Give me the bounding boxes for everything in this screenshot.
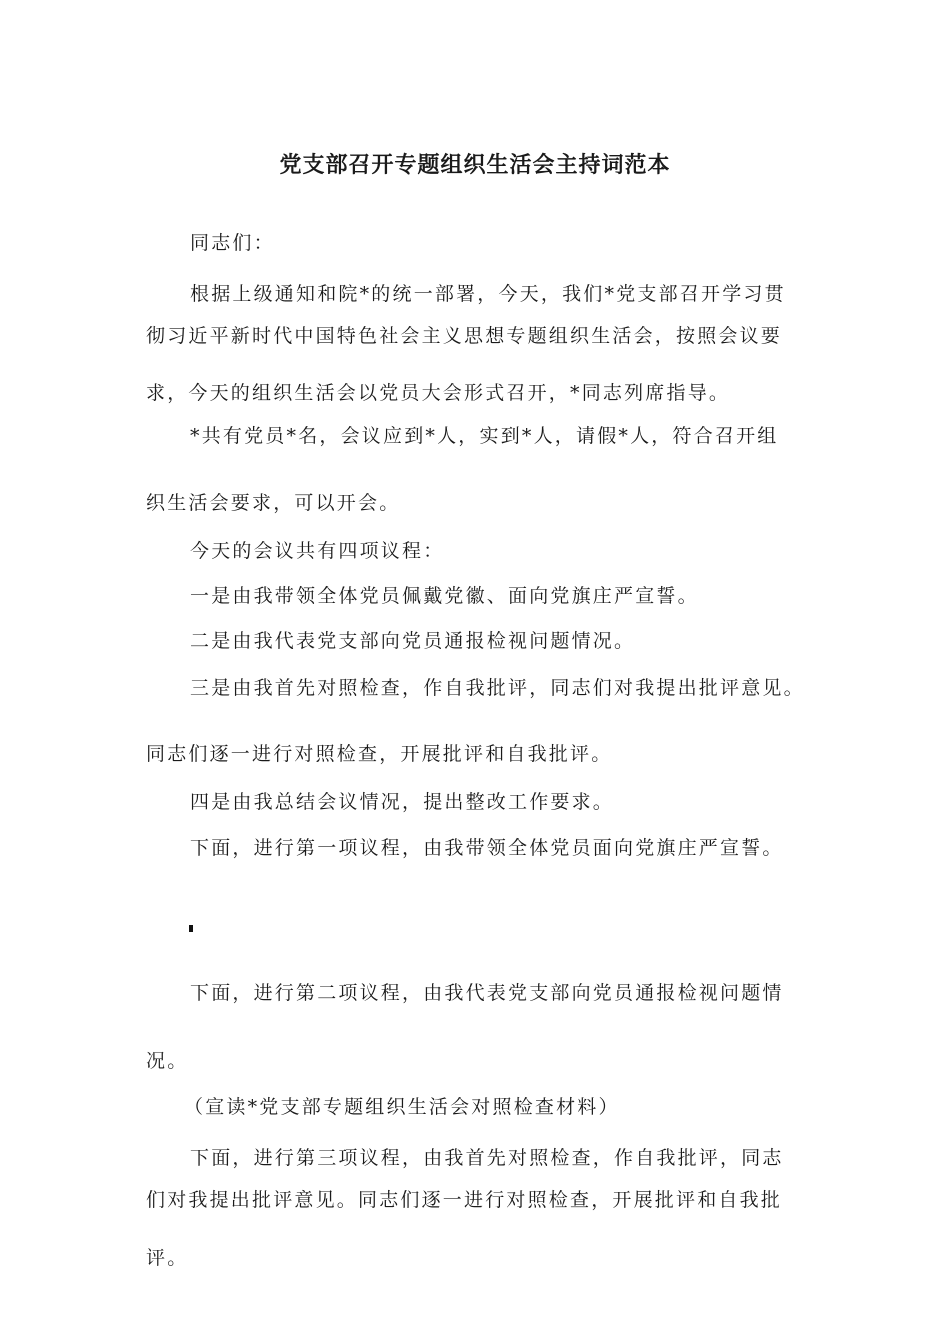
paragraph-line: 根据上级通知和院*的统一部署，今天，我们*党支部召开学习贯: [190, 283, 786, 305]
paragraph-line: 二是由我代表党支部向党员通报检视问题情况。: [190, 630, 636, 652]
paragraph-line: 同志们：: [190, 232, 275, 254]
paragraph-line: 下面，进行第二项议程，由我代表党支部向党员通报检视问题情: [190, 982, 784, 1004]
paragraph-line: 三是由我首先对照检查，作自我批评，同志们对我提出批评意见。: [190, 677, 805, 699]
paragraph-line: 下面，进行第三项议程，由我首先对照检查，作自我批评，同志: [190, 1147, 784, 1169]
document-title: 党支部召开专题组织生活会主持词范本: [279, 153, 671, 178]
paragraph-line: （宣读*党支部专题组织生活会对照检查材料）: [184, 1096, 620, 1118]
paragraph-line: 下面，进行第一项议程，由我带领全体党员面向党旗庄严宣誓。: [190, 837, 784, 859]
paragraph-line: 织生活会要求，可以开会。: [146, 492, 401, 514]
paragraph-line: *共有党员*名，会议应到*人，实到*人，请假*人，符合召开组: [190, 425, 779, 447]
paragraph-line: 今天的会议共有四项议程：: [190, 540, 445, 562]
paragraph-line: 求，今天的组织生活会以党员大会形式召开，*同志列席指导。: [146, 382, 731, 404]
paragraph-line: 们对我提出批评意见。同志们逐一进行对照检查，开展批评和自我批: [146, 1189, 783, 1211]
paragraph-line: 同志们逐一进行对照检查，开展批评和自我批评。: [146, 743, 613, 765]
paragraph-line: 四是由我总结会议情况，提出整改工作要求。: [190, 791, 615, 813]
paragraph-line: 一是由我带领全体党员佩戴党徽、面向党旗庄严宣誓。: [190, 585, 699, 607]
paragraph-line: 况。: [146, 1050, 189, 1072]
paragraph-line: 评。: [146, 1247, 189, 1269]
paragraph-line: 彻习近平新时代中国特色社会主义思想专题组织生活会，按照会议要: [146, 325, 783, 347]
bullet-mark: [189, 925, 193, 932]
